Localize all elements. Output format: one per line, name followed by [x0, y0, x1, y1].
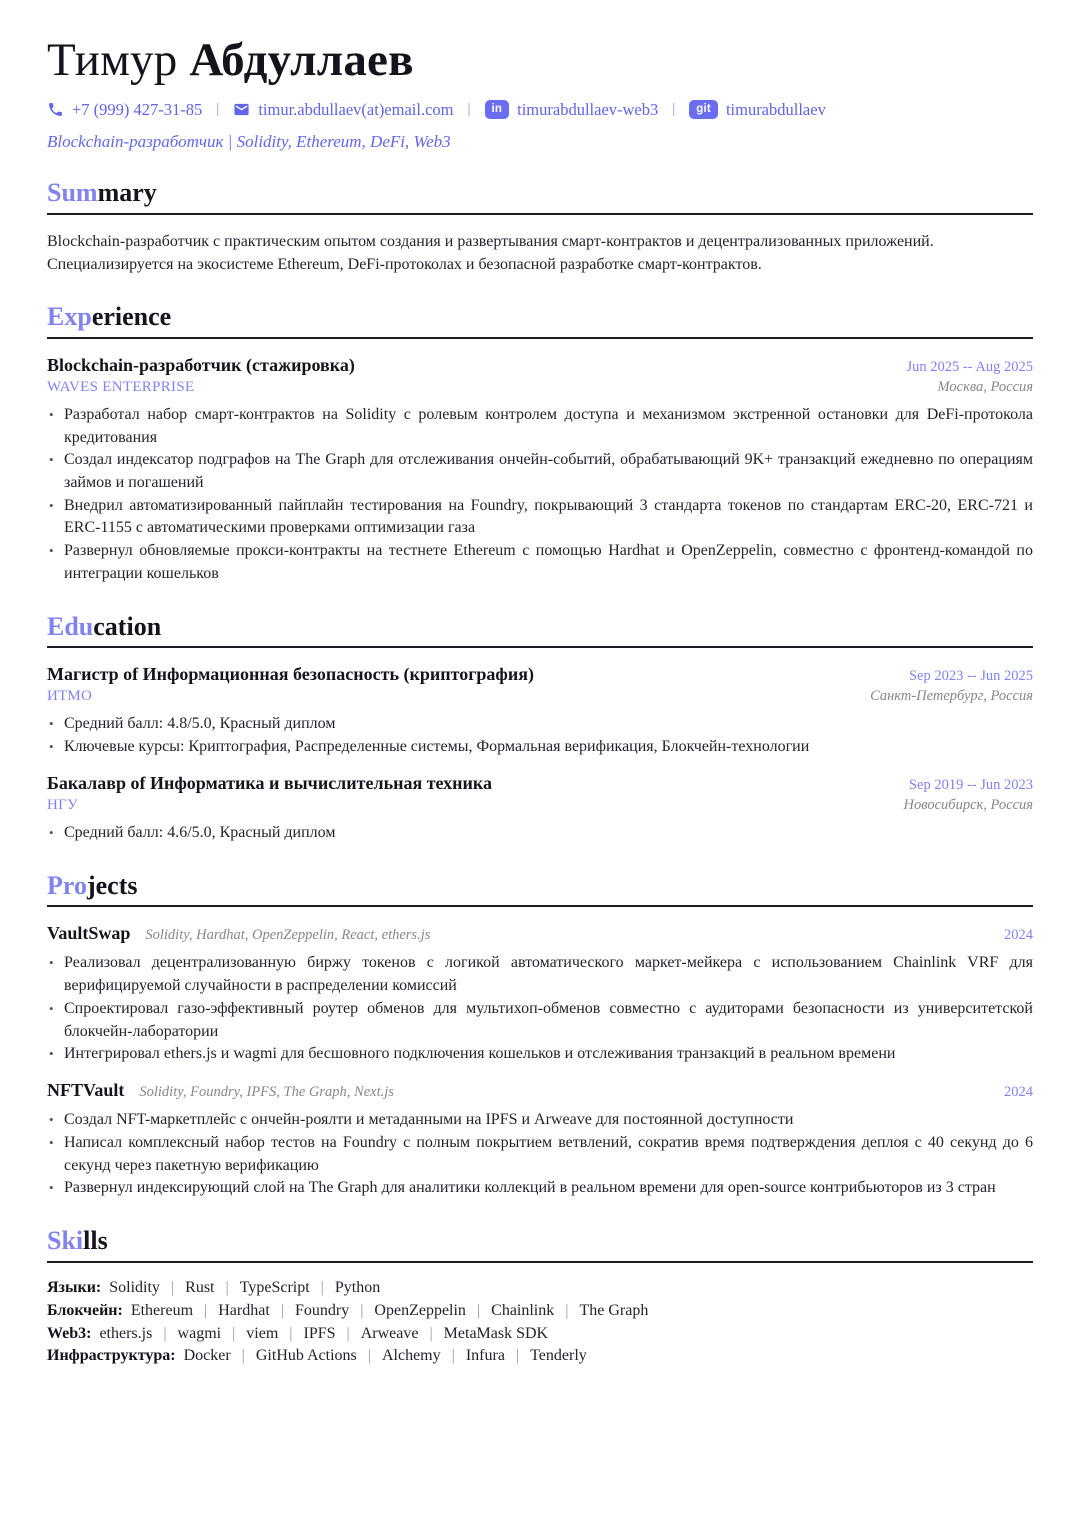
contact-separator: |: [216, 101, 220, 118]
experience-bullet: • Создал индексатор подграфов на The Graph для отслеживания ончейн-событий, обрабатывающий 9K+ транзакций ежедневно по операциям займов и погашений: [47, 449, 1033, 494]
education-entry-subheader: [47, 688, 1033, 705]
school-name: НГУ: [47, 796, 79, 813]
skill-values: Ethereum | Hardhat | Foundry | OpenZeppelin | Chainlink | The Graph: [130, 1301, 649, 1319]
skills-title: Skills: [47, 1226, 1033, 1263]
project-bullets: [47, 1109, 1033, 1200]
job-location: Москва, Россия: [937, 378, 1033, 395]
school-location: Новосибирск, Россия: [903, 796, 1033, 813]
phone-icon: [47, 101, 64, 118]
skill-label: Инфраструктура:: [47, 1347, 176, 1365]
education-entry-subheader: [47, 797, 1033, 814]
project-entry: [47, 923, 1033, 1066]
skill-row-blockchain: [47, 1302, 1033, 1321]
degree-dates: Sep 2023 -- Jun 2025: [908, 668, 1033, 685]
skill-values: Solidity | Rust | TypeScript | Python: [109, 1278, 381, 1296]
git-badge-icon: git: [689, 100, 718, 120]
phone-item: [47, 100, 202, 120]
skill-values: Docker | GitHub Actions | Alchemy | Infura | Tenderly: [183, 1347, 587, 1365]
experience-bullet: • Развернул обновляемые прокси-контракты на тестнете Ethereum с помощью Hardhat и OpenZeppelin, совместно с фронтенд-командой по интеграции кошельков: [47, 540, 1033, 585]
section-projects: [47, 871, 1033, 1200]
school-name: ИТМО: [47, 688, 93, 705]
experience-entry: [47, 355, 1033, 586]
skill-row-languages: [47, 1279, 1033, 1298]
project-bullet: • Спроектировал газо-эффективный роутер обменов для мультихоп-обменов совместно с аудиторами безопасности из университетской блокчейн-лаборатории: [47, 998, 1033, 1043]
skills-list: [47, 1279, 1033, 1367]
person-name: [47, 34, 1033, 87]
section-education: [47, 612, 1033, 845]
contact-row: [47, 100, 1033, 120]
linkedin-badge-icon: in: [485, 100, 510, 120]
skill-label: Web3:: [47, 1324, 92, 1342]
github-link[interactable]: timurabdullaev: [725, 99, 826, 119]
project-name: VaultSwap: [47, 923, 131, 944]
email-icon: [233, 101, 250, 118]
section-skills: [47, 1226, 1033, 1366]
projects-title: Projects: [47, 871, 1033, 908]
experience-bullet: • Внедрил автоматизированный пайплайн тестирования на Foundry, покрывающий 3 стандарта токенов по стандартам ERC-20, ERC-721 и ERC-1155 с автоматическими проверками оптимизации газа: [47, 495, 1033, 540]
project-year: 2024: [1004, 927, 1033, 944]
experience-bullet: • Разработал набор смарт-контрактов на Solidity с ролевым контролем доступа и механизмом экстренной остановки для DeFi-протокола кредитования: [47, 404, 1033, 449]
project-bullet: • Реализовал децентрализованную биржу токенов с логикой автоматического маркет-мейкера с использованием Chainlink VRF для верифицируемой случайности в распределении комиссий: [47, 952, 1033, 997]
email-item: [233, 100, 453, 120]
project-bullet: • Написал комплексный набор тестов на Foundry с полным покрытием ветвлений, сократив время подтверждения деплоя с 40 секунд до 6 секунд через пакетную верификацию: [47, 1132, 1033, 1177]
education-entry: [47, 664, 1033, 758]
summary-title: Summary: [47, 178, 1033, 215]
education-bullet: • Ключевые курсы: Криптография, Распределенные системы, Формальная верификация, Блокчейн-технологии: [47, 736, 1033, 759]
education-bullet: • Средний балл: 4.8/5.0, Красный диплом: [47, 713, 1033, 736]
skill-label: Блокчейн:: [47, 1301, 123, 1319]
education-entry: [47, 773, 1033, 845]
project-entry-header: [47, 1080, 1033, 1101]
github-item: [689, 100, 826, 120]
project-tech-list: Solidity, Hardhat, OpenZeppelin, React, ethers.js: [145, 927, 431, 944]
school-location: Санкт-Петербург, Россия: [870, 688, 1033, 705]
skill-row-web3: [47, 1325, 1033, 1344]
experience-bullets: [47, 404, 1033, 586]
section-summary: [47, 178, 1033, 276]
project-tech-list: Solidity, Foundry, IPFS, The Graph, Next.js: [139, 1084, 394, 1101]
job-title: Blockchain-разработчик (стажировка): [47, 354, 355, 375]
first-name: Тимур: [47, 34, 178, 86]
project-year: 2024: [1004, 1084, 1033, 1101]
education-bullets: [47, 822, 1033, 845]
project-name: NFTVault: [47, 1080, 125, 1101]
contact-separator: |: [672, 101, 676, 118]
degree-title: Магистр of Информационная безопасность (криптография): [47, 664, 534, 685]
experience-entry-subheader: [47, 379, 1033, 396]
linkedin-link[interactable]: timurabdullaev-web3: [517, 99, 659, 119]
education-title: Education: [47, 612, 1033, 649]
skill-row-infrastructure: [47, 1347, 1033, 1366]
skill-values: ethers.js | wagmi | viem | IPFS | Arweave | MetaMask SDK: [99, 1324, 549, 1342]
company-name: WAVES ENTERPRISE: [47, 378, 195, 395]
degree-title: Бакалавр of Информатика и вычислительная техника: [47, 772, 493, 793]
education-bullets: [47, 713, 1033, 758]
project-bullets: [47, 952, 1033, 1066]
project-bullet: • Создал NFT-маркетплейс с ончейн-роялти и метаданными на IPFS и Arweave для постоянной доступности: [47, 1109, 1033, 1132]
section-experience: [47, 302, 1033, 586]
job-dates: Jun 2025 -- Aug 2025: [906, 358, 1033, 375]
resume-header: [47, 34, 1033, 152]
education-entry-header: [47, 773, 1033, 794]
email-link[interactable]: timur.abdullaev(at)email.com: [258, 99, 454, 119]
project-entry: [47, 1080, 1033, 1200]
degree-dates: Sep 2019 -- Jun 2023: [908, 776, 1033, 793]
project-entry-header: [47, 923, 1033, 944]
tagline: Blockchain-разработчик | Solidity, Ethereum, DeFi, Web3: [47, 131, 451, 151]
education-entry-header: [47, 664, 1033, 685]
experience-title: Experience: [47, 302, 1033, 339]
project-bullet: • Развернул индексирующий слой на The Graph для аналитики коллекций в реальном времени для open-source контрибьюторов из 3 стран: [47, 1177, 1033, 1200]
education-bullet: • Средний балл: 4.6/5.0, Красный диплом: [47, 822, 1033, 845]
contact-separator: |: [467, 101, 471, 118]
experience-entry-header: [47, 355, 1033, 376]
phone-link[interactable]: +7 (999) 427-31-85: [72, 99, 203, 119]
skill-label: Языки:: [47, 1278, 102, 1296]
summary-text: Blockchain-разработчик с практическим опытом создания и развертывания смарт-контрактов и децентрализованных приложений. Специализируется на экосистеме Ethereum, DeFi-протоколах и безопасной разработке смарт-контрактов.: [47, 232, 934, 273]
linkedin-item: [485, 100, 659, 120]
last-name: Абдуллаев: [189, 34, 414, 86]
project-bullet: • Интегрировал ethers.js и wagmi для бесшовного подключения кошельков и отслеживания транзакций в реальном времени: [47, 1043, 1033, 1066]
